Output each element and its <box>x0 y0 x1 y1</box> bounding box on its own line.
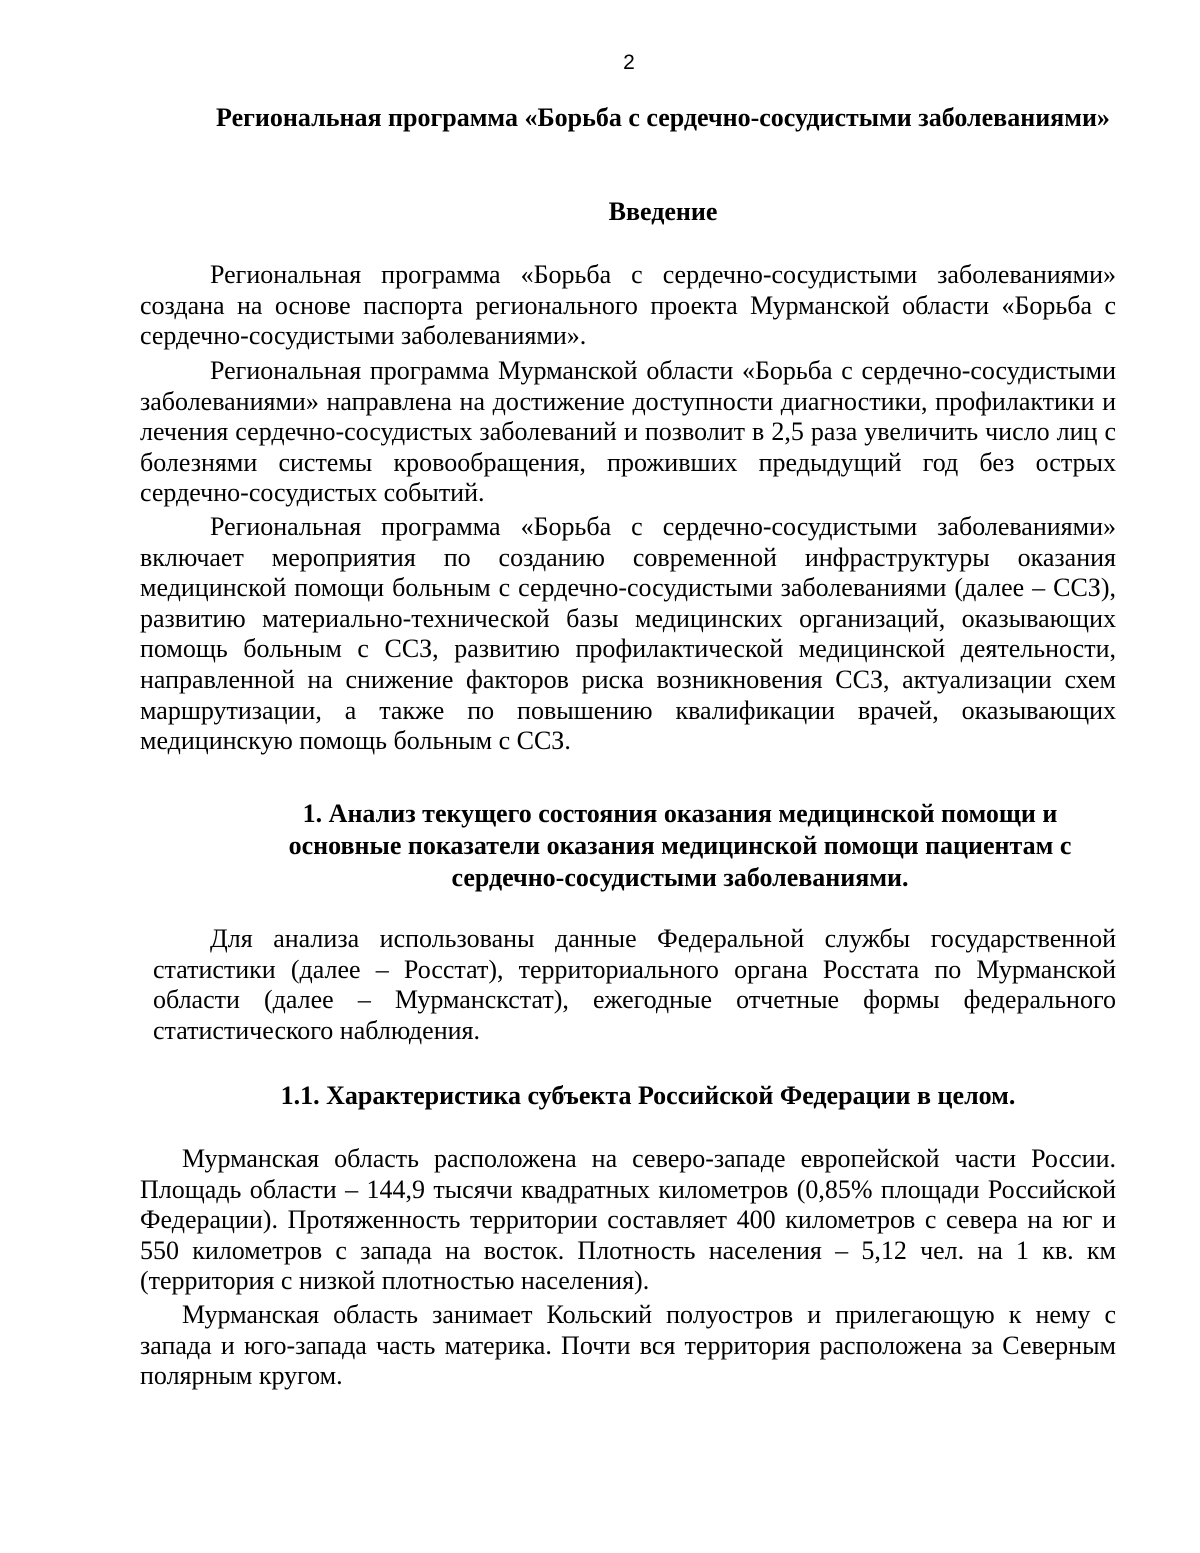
document-title: Региональная программа «Борьба с сердечно-сосудистыми заболеваниями» <box>216 103 1110 132</box>
intro-paragraph-3: Региональная программа «Борьба с сердечно-сосудистыми заболеваниями» включает мероприятия по созданию современной инфраструктуры оказания медицинской помощи больным с сердечно-сосудистыми заболеваниями (далее – ССЗ), развитию материально-технической базы медицинских организаций, оказывающих помощь больным с ССЗ, развитию профилактической медицинской деятельности, направленной на снижение факторов риска возникновения ССЗ, актуализации схем маршрутизации, а также по повышению квалификации врачей, оказывающих медицинскую помощь больным с ССЗ. <box>140 512 1116 756</box>
intro-paragraph-1: Региональная программа «Борьба с сердечно-сосудистыми заболеваниями» создана на основе паспорта регионального проекта Мурманской области «Борьба с сердечно-сосудистыми заболеваниями». <box>140 260 1116 351</box>
section-1-paragraph: Для анализа использованы данные Федеральной службы государственной статистики (далее – Росстат), территориального органа Росстата по Мурманской области (далее – Мурманскстат), ежегодные отчетные формы федерального статистического наблюдения. <box>153 924 1116 1045</box>
section-1-heading: 1. Анализ текущего состояния оказания медицинской помощи и основные показатели оказания медицинской помощи пациентам с сердечно-сосудистыми заболеваниями. <box>288 799 1072 892</box>
section-1-1-paragraph-1: Мурманская область расположена на северо-западе европейской части России. Площадь области – 144,9 тысячи квадратных километров (0,85% площади Российской Федерации). Протяженность территории составляет 400 километров с севера на юг и 550 километров с запада на восток. Плотность населения – 5,12 чел. на 1 кв. км (территория с низкой плотностью населения). <box>140 1144 1116 1296</box>
section-1-1-paragraph-2: Мурманская область занимает Кольский полуостров и прилегающую к нему с запада и юго-запада часть материка. Почти вся территория расположена за Северным полярным кругом. <box>140 1300 1116 1391</box>
intro-heading: Введение <box>608 197 718 226</box>
intro-paragraph-2: Региональная программа Мурманской области «Борьба с сердечно-сосудистыми заболеваниями» направлена на достижение доступности диагностики, профилактики и лечения сердечно-сосудистых заболеваний и позволит в 2,5 раза увеличить число лиц с болезнями системы кровообращения, проживших предыдущий год без острых сердечно-сосудистых событий. <box>140 356 1116 508</box>
page-number: 2 <box>623 51 635 74</box>
section-1-1-heading: 1.1. Характеристика субъекта Российской Федерации в целом. <box>280 1081 1016 1110</box>
